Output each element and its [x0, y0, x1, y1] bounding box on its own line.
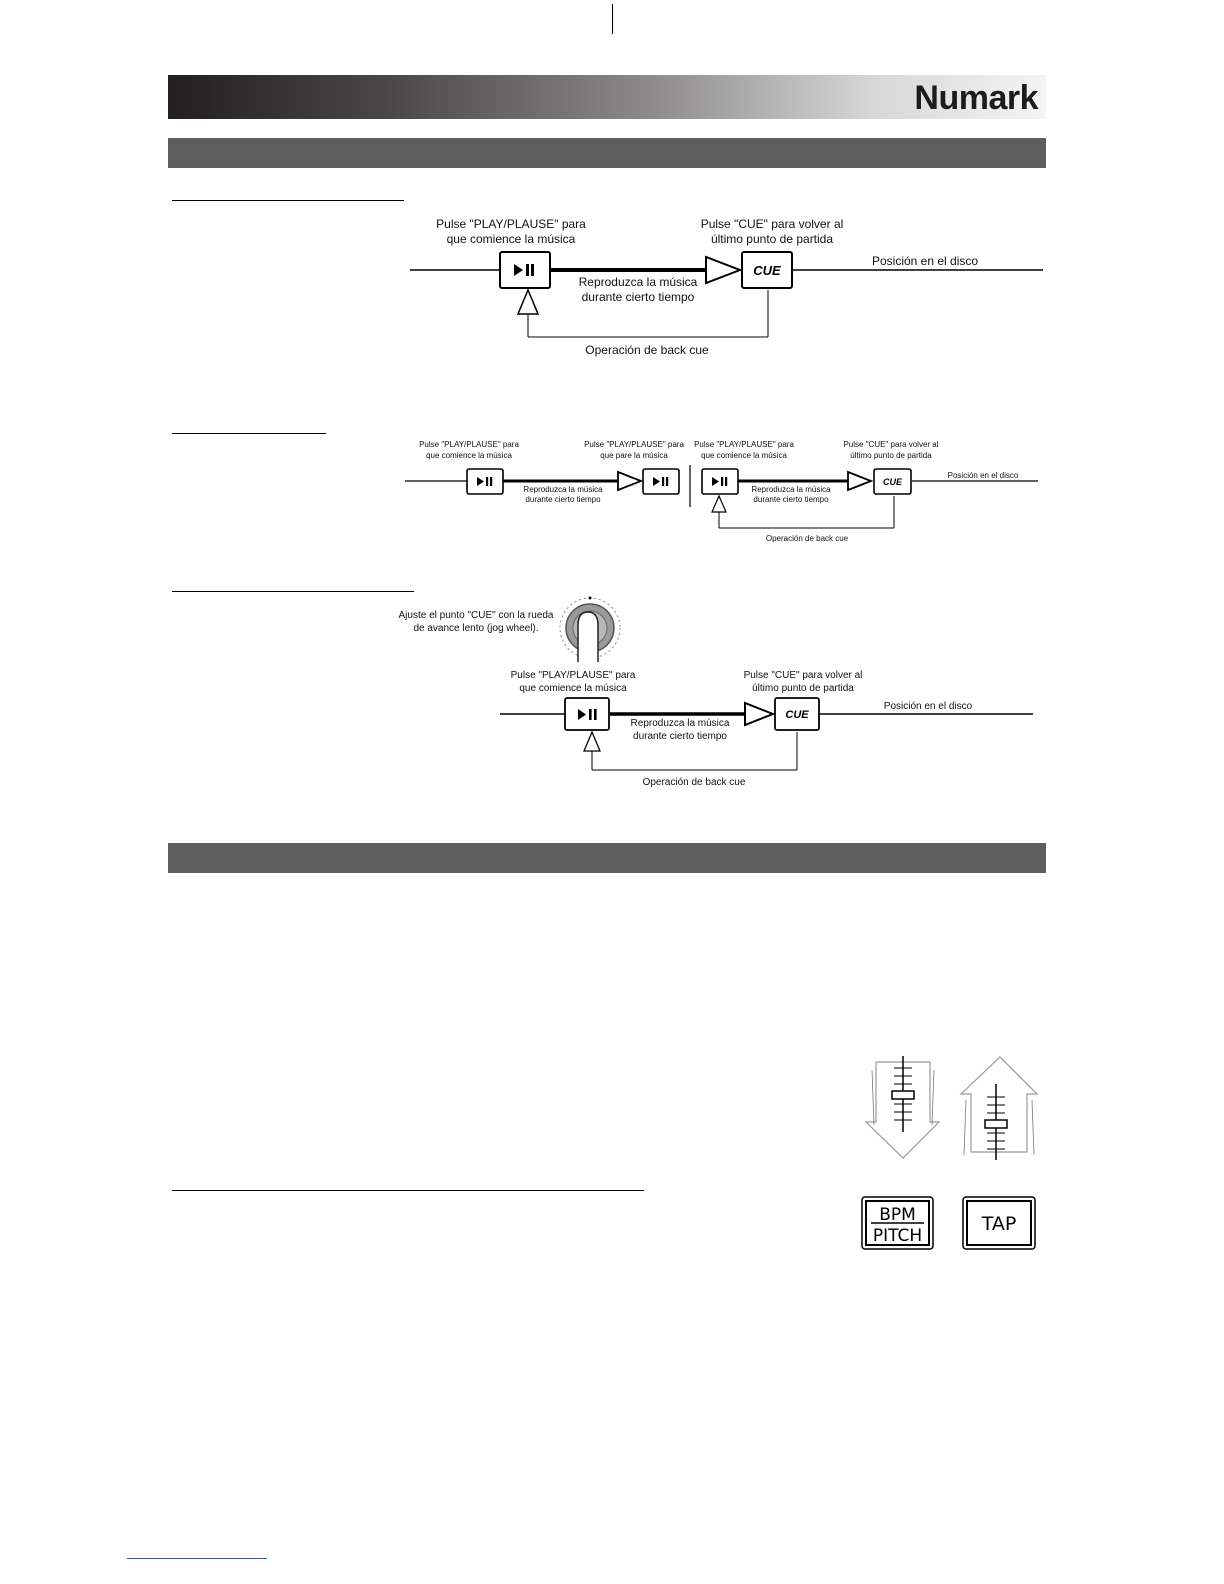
stutter-cue-caption-2: último punto de partida	[850, 451, 932, 460]
pause-caption-1: Pulse "PLAY/PLAUSE" para	[584, 440, 684, 449]
jog-caption-1: Ajuste el punto "CUE" con la rueda	[398, 610, 554, 621]
right-middle-1: Reproduzca la música	[751, 485, 831, 494]
left-play-caption-1: Pulse "PLAY/PLAUSE" para	[419, 440, 519, 449]
jog-play-caption-2: que comience la música	[519, 683, 627, 694]
stutter-position-label: Posición en el disco	[947, 471, 1019, 480]
left-play-caption-2: que comience la música	[426, 451, 512, 460]
bpm-pitch-button[interactable]	[862, 1197, 933, 1249]
jog-middle-2: durante cierto tiempo	[633, 731, 727, 742]
jog-cue-button-label: CUE	[785, 709, 809, 721]
right-play-caption-1: Pulse "PLAY/PLAUSE" para	[694, 440, 794, 449]
left-middle-2: durante cierto tiempo	[525, 495, 601, 504]
stutter-back-cue-label: Operación de back cue	[765, 534, 849, 543]
stutter-cue-button-label: CUE	[882, 477, 903, 487]
middle-caption-2: durante cierto tiempo	[581, 290, 695, 304]
jog-back-cue-label: Operación de back cue	[642, 777, 746, 788]
middle-caption-1: Reproduzca la música	[578, 275, 698, 289]
jog-middle-1: Reproduzca la música	[630, 718, 730, 729]
footer-link-underline[interactable]	[127, 1558, 267, 1559]
right-play-caption-2: que comience la música	[701, 451, 787, 460]
left-middle-1: Reproduzca la música	[523, 485, 603, 494]
jog-position-label: Posición en el disco	[883, 701, 973, 712]
pitch-label: PITCH	[872, 1226, 923, 1246]
jog-play-caption-1: Pulse "PLAY/PLAUSE" para	[510, 670, 636, 681]
jog-cue-caption-1: Pulse "CUE" para volver al	[743, 670, 863, 681]
brand-logo: Numark	[914, 79, 1038, 117]
cue-caption-2: último punto de partida	[710, 232, 834, 246]
right-middle-2: durante cierto tiempo	[753, 495, 829, 504]
tap-button[interactable]	[963, 1197, 1035, 1249]
position-label: Posición en el disco	[871, 254, 979, 268]
pause-caption-2: que pare la música	[600, 451, 668, 460]
back-cue-label: Operación de back cue	[585, 343, 709, 357]
tap-label: TAP	[981, 1213, 1017, 1235]
cue-button-label: CUE	[753, 263, 781, 278]
bpm-label: BPM	[879, 1205, 916, 1225]
jog-cue-caption-2: último punto de partida	[752, 683, 854, 694]
cue-caption-1: Pulse "CUE" para volver al	[700, 217, 844, 231]
jog-caption-2: de avance lento (jog wheel).	[413, 623, 539, 634]
stutter-cue-caption-1: Pulse "CUE" para volver al	[843, 440, 939, 449]
play-caption-2: que comience la música	[446, 232, 576, 246]
play-caption-1: Pulse "PLAY/PLAUSE" para	[436, 217, 586, 231]
